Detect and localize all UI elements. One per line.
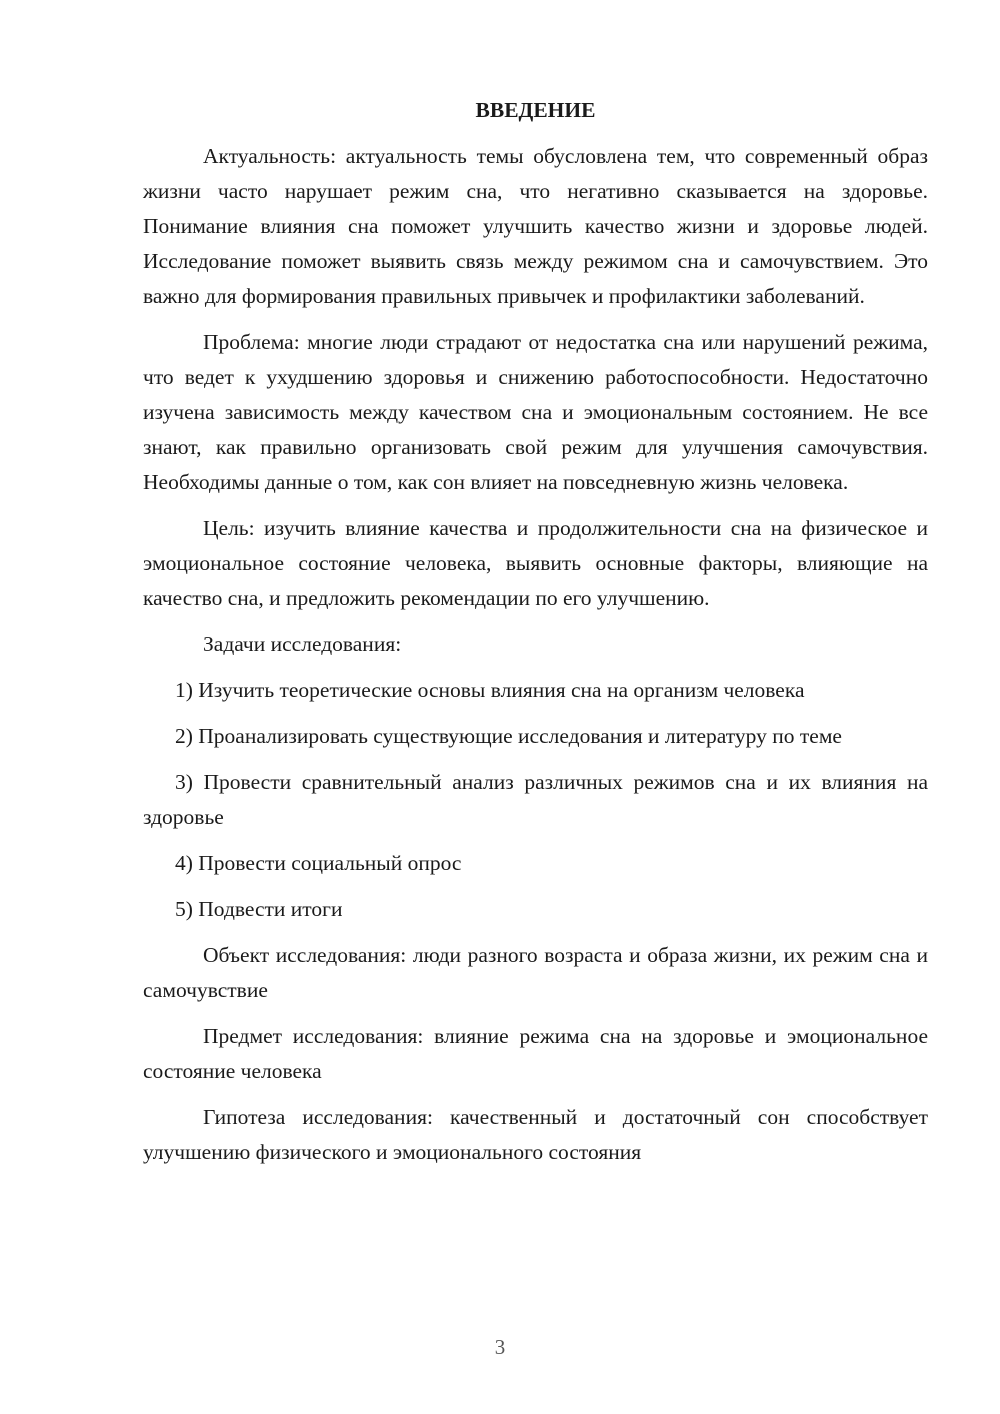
task-item-4: 4) Провести социальный опрос (175, 851, 462, 875)
task-item-5: 5) Подвести итоги (175, 897, 343, 921)
paragraph-tasks-heading: Задачи исследования: (203, 632, 402, 656)
paragraph-subject: Предмет исследования: влияние режима сна на здоровье и эмоциональное состояние человека (143, 1024, 928, 1083)
document-page (143, 93, 928, 1170)
section-title: ВВЕДЕНИЕ (475, 98, 596, 122)
task-item-3: 3) Провести сравнительный анализ различных режимов сна и их влияния на здоровье (143, 770, 928, 829)
page-number: 3 (494, 1335, 506, 1359)
paragraph-hypothesis: Гипотеза исследования: качественный и достаточный сон способствует улучшению физического и эмоционального состояния (143, 1105, 928, 1164)
paragraph-goal: Цель: изучить влияние качества и продолжительности сна на физическое и эмоциональное состояние человека, выявить основные факторы, влияющие на качество сна, и предложить рекомендации по его улучшению. (143, 516, 928, 610)
paragraph-problem: Проблема: многие люди страдают от недостатка сна или нарушений режима, что ведет к ухудшению здоровья и снижению работоспособности. Недостаточно изучена зависимость между качеством сна и эмоциональным состоянием. Не все знают, как правильно организовать свой режим для улучшения самочувствия. Необходимы данные о том, как сон влияет на повседневную жизнь человека. (143, 330, 928, 494)
task-item-1: 1) Изучить теоретические основы влияния сна на организм человека (175, 678, 805, 702)
paragraph-relevance: Актуальность: актуальность темы обусловлена тем, что современный образ жизни часто нарушает режим сна, что негативно сказывается на здоровье. Понимание влияния сна поможет улучшить качество жизни и здоровье людей. Исследование поможет выявить связь между режимом сна и самочувствием. Это важно для формирования правильных привычек и профилактики заболеваний. (143, 144, 928, 308)
task-item-2: 2) Проанализировать существующие исследования и литературу по теме (175, 724, 842, 748)
paragraph-object: Объект исследования: люди разного возраста и образа жизни, их режим сна и самочувствие (143, 943, 928, 1002)
